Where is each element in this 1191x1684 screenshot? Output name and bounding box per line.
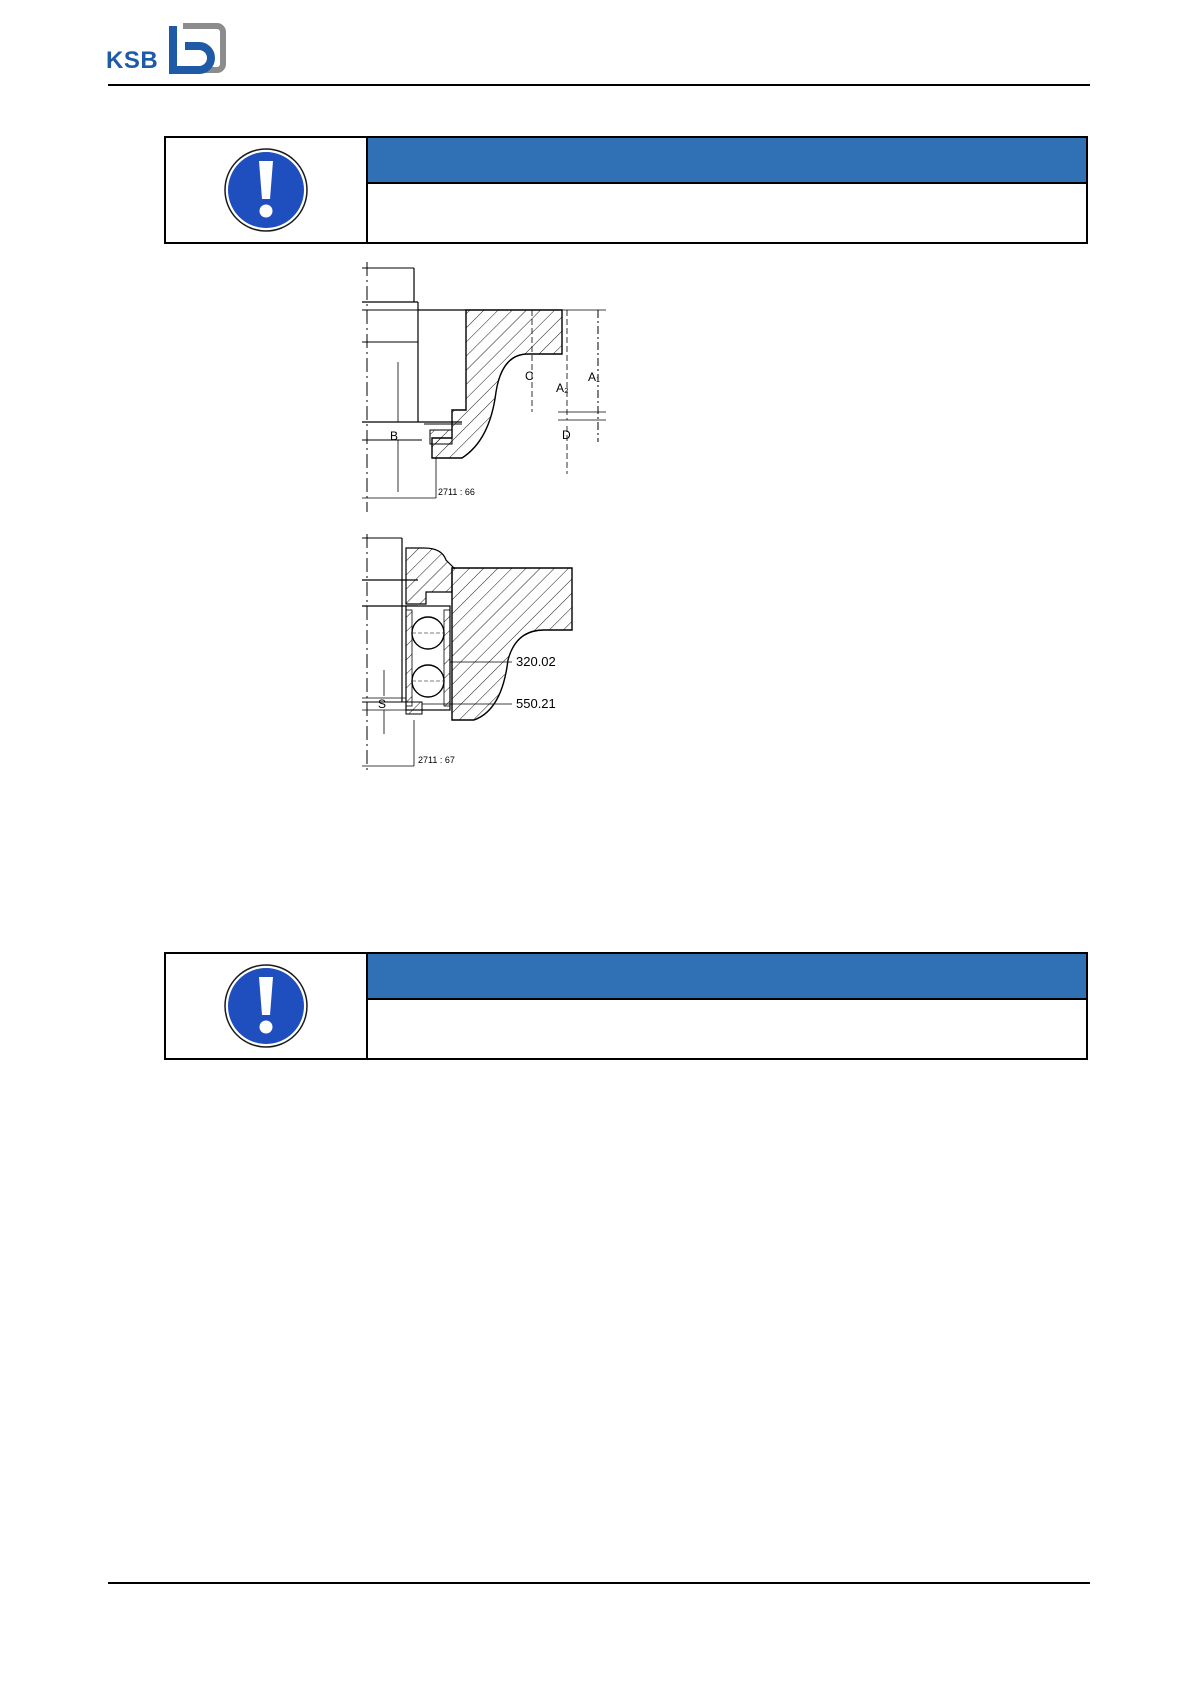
label-c: C (525, 369, 534, 383)
ksb-logo (106, 22, 230, 76)
notice-text (368, 1000, 1086, 1058)
footer-rule (108, 1582, 1090, 1584)
exclamation-mandatory-icon (223, 147, 309, 233)
technical-drawing-2 (362, 534, 622, 789)
notice-title-band (368, 138, 1086, 184)
notice-body (368, 954, 1086, 1058)
technical-drawing-1 (362, 262, 622, 517)
notice-title-band (368, 954, 1086, 1000)
label-d: D (562, 428, 571, 442)
label-a2: A₂ (556, 381, 569, 395)
ksb-logo-mark-icon (165, 22, 229, 76)
drawing-number-2: 2711 : 67 (418, 755, 455, 765)
notice-box-1 (164, 136, 1088, 244)
label-a1: A₁ (588, 370, 601, 384)
notice-icon-cell (166, 138, 368, 242)
part-number-550-21: 550.21 (516, 696, 556, 711)
drawing-number-1: 2711 : 66 (438, 487, 475, 497)
header-rule (108, 84, 1090, 86)
notice-icon-cell (166, 954, 368, 1058)
label-b: B (390, 429, 399, 443)
exclamation-mandatory-icon (223, 963, 309, 1049)
logo-text: KSB (106, 47, 159, 74)
part-number-320-02: 320.02 (516, 654, 556, 669)
notice-text (368, 184, 1086, 242)
label-s: S (378, 697, 387, 711)
notice-box-2 (164, 952, 1088, 1060)
notice-body (368, 138, 1086, 242)
